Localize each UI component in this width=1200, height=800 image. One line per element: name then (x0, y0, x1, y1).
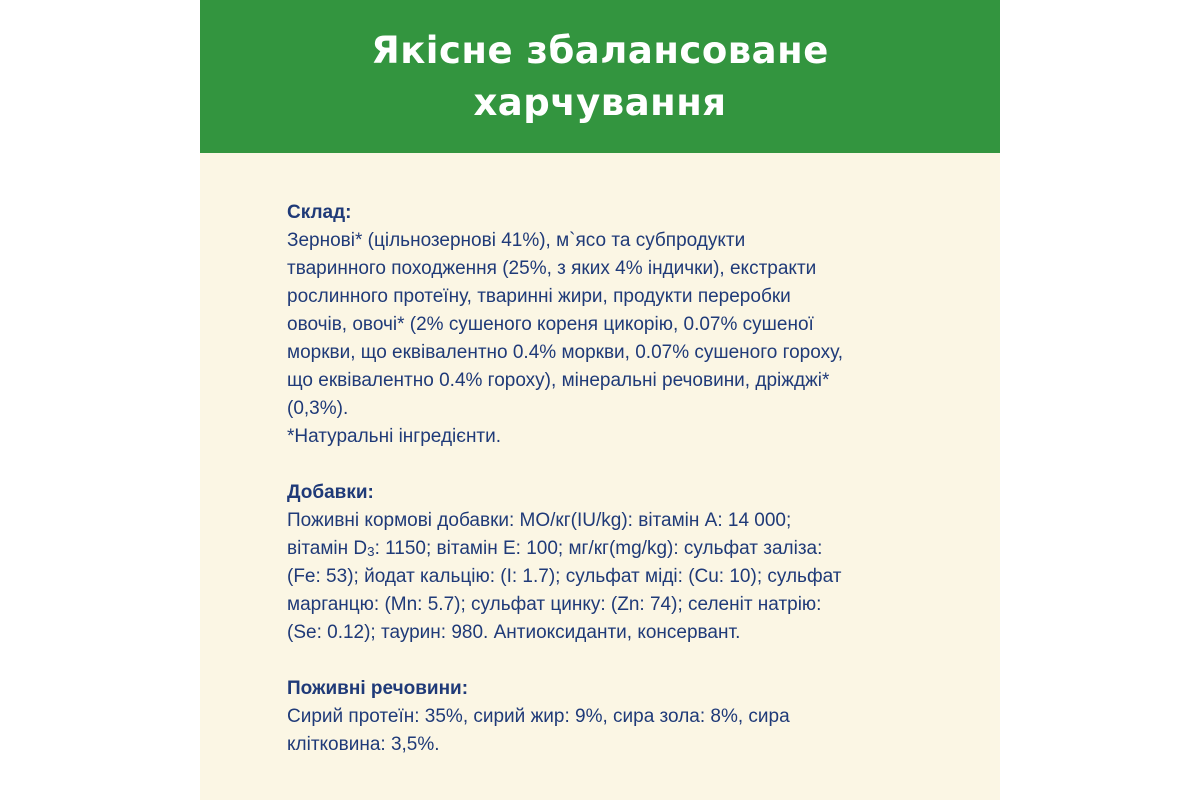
composition-footnote: *Натуральні інгредієнти. (287, 426, 502, 447)
composition-section (287, 199, 967, 451)
composition-line: рослинного протеїну, тваринні жири, продукти переробки (287, 286, 791, 307)
additives-title: Добавки: (287, 482, 374, 503)
additives-line: Поживні кормові добавки: МО/кг(IU/kg): вітамін А: 14 000; (287, 510, 792, 531)
nutrients-line: Сирий протеїн: 35%, сирий жир: 9%, сира зола: 8%, сира (287, 706, 790, 727)
additives-line2-subscript: 3 (367, 543, 375, 559)
header-banner (200, 0, 1000, 153)
composition-line: моркви, що еквівалентно 0.4% моркви, 0.07% сушеного гороху, (287, 342, 843, 363)
additives-section (287, 479, 967, 647)
header-title-line-2: харчування (473, 80, 727, 124)
info-card (200, 0, 1000, 800)
additives-line: (Fe: 53); йодат кальцію: (I: 1.7); сульфат міді: (Cu: 10); сульфат (287, 566, 842, 587)
nutrients-line: клітковина: 3,5%. (287, 734, 440, 755)
additives-line: марганцю: (Mn: 5.7); сульфат цинку: (Zn: 74); селеніт натрію: (287, 594, 822, 615)
nutrients-title: Поживні речовини: (287, 678, 469, 699)
composition-line: що еквівалентно 0.4% гороху), мінеральні речовини, дріжджі* (287, 370, 830, 391)
composition-title: Склад: (287, 202, 352, 223)
additives-line2-prefix: вітамін D (287, 538, 368, 559)
additives-line2-suffix: : 1150; вітамін Е: 100; мг/кг(mg/kg): сульфат заліза: (374, 538, 823, 559)
composition-line: овочів, овочі* (2% сушеного кореня цикорію, 0.07% сушеної (287, 314, 814, 335)
composition-line: тваринного походження (25%, з яких 4% індички), екстракти (287, 258, 817, 279)
composition-line: Зернові* (цільнозернові 41%), м`ясо та субпродукти (287, 230, 746, 251)
composition-line: (0,3%). (287, 398, 349, 419)
content-body (287, 199, 967, 787)
additives-line-vitamin-d (287, 535, 967, 563)
header-title-line-1: Якісне збалансоване (371, 28, 829, 72)
nutrients-section (287, 675, 967, 759)
additives-line: (Se: 0.12); таурин: 980. Антиоксиданти, консервант. (287, 622, 741, 643)
